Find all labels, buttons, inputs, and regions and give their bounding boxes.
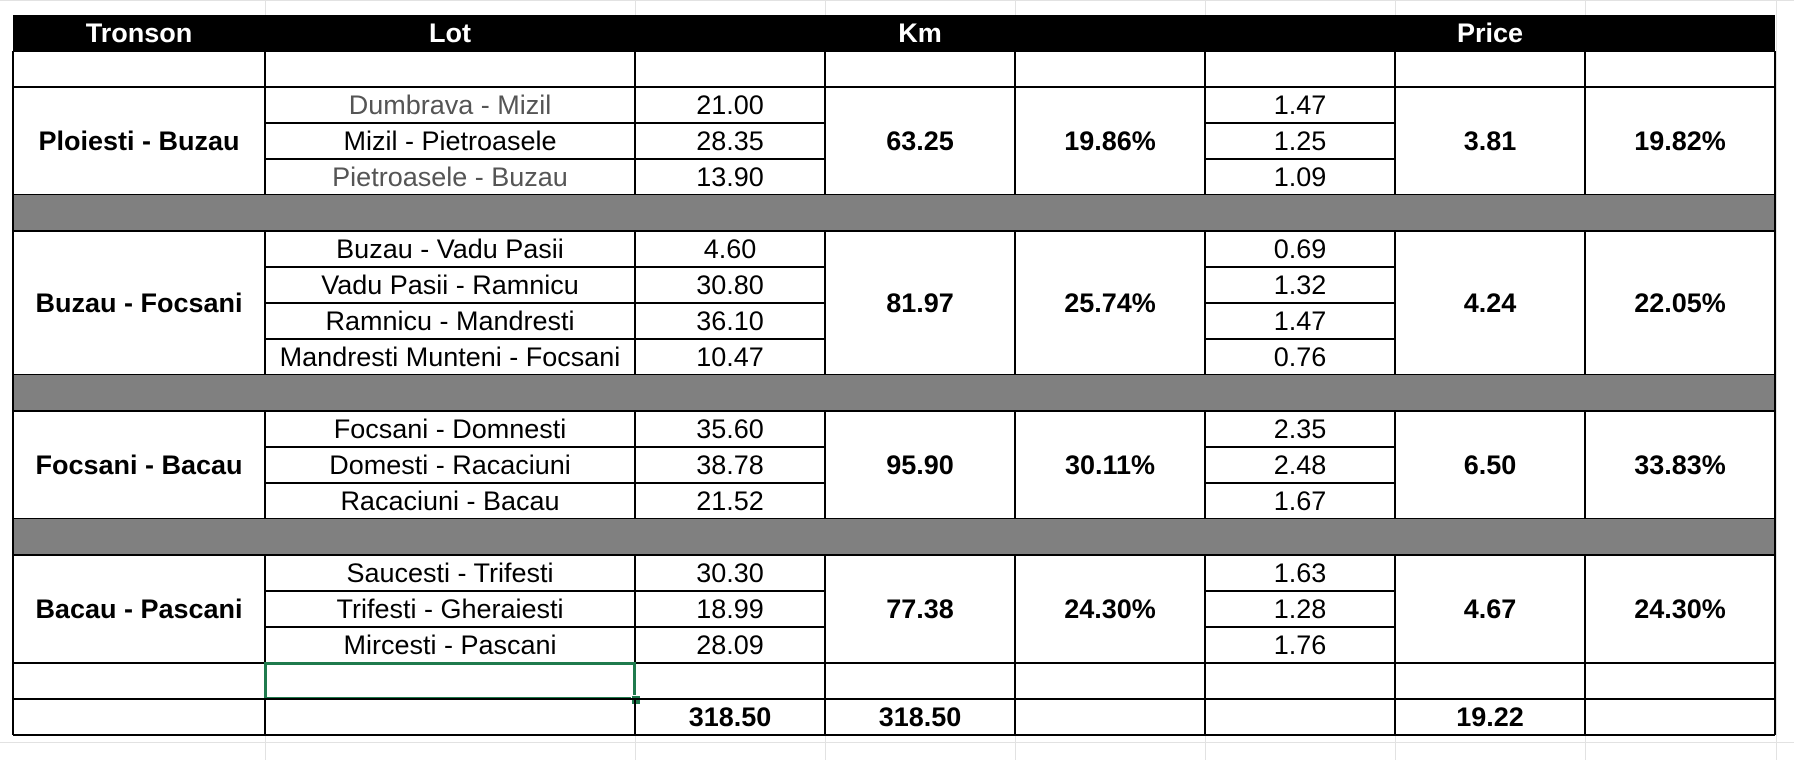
cell-border <box>634 555 636 663</box>
header-tronson[interactable]: Tronson <box>85 17 193 48</box>
lot-name-cell[interactable]: Mizil - Pietroasele <box>343 125 557 156</box>
selected-cell[interactable] <box>264 662 636 700</box>
lot-km-cell[interactable]: 28.35 <box>696 125 764 156</box>
cell-border <box>1204 663 1206 699</box>
lot-price-cell[interactable]: 1.63 <box>1273 557 1327 588</box>
tronson-cell[interactable]: Ploiesti - Buzau <box>38 125 240 156</box>
cell-border <box>264 411 266 519</box>
cell-border <box>1205 302 1395 304</box>
cell-border <box>1584 555 1586 663</box>
cell-border <box>1205 446 1395 448</box>
header-row <box>13 15 1775 51</box>
cell-border <box>634 699 636 735</box>
lot-price-cell[interactable]: 2.35 <box>1273 413 1327 444</box>
km-percent-cell[interactable]: 24.30% <box>1064 593 1156 624</box>
cell-border <box>824 411 826 519</box>
cell-border <box>1774 195 1776 231</box>
cell-border <box>264 555 266 663</box>
price-percent-cell[interactable]: 19.82% <box>1634 125 1726 156</box>
cell-border <box>1205 338 1395 340</box>
price-total-cell[interactable]: 4.67 <box>1463 593 1517 624</box>
cell-border <box>12 699 14 735</box>
lot-km-cell[interactable]: 35.60 <box>696 413 764 444</box>
cell-border <box>1774 231 1776 375</box>
cell-border <box>1394 231 1396 375</box>
cell-border <box>265 302 825 304</box>
cell-border <box>13 50 1775 52</box>
cell-border <box>1394 663 1396 699</box>
lot-km-cell[interactable]: 30.30 <box>696 557 764 588</box>
cell-border <box>12 87 14 195</box>
header-lot[interactable]: Lot <box>429 17 471 48</box>
lot-price-cell[interactable]: 1.67 <box>1273 485 1327 516</box>
cell-border <box>265 158 825 160</box>
cell-border <box>1774 411 1776 519</box>
cell-border <box>1205 122 1395 124</box>
separator-row <box>13 195 1775 231</box>
cell-border <box>1584 87 1586 195</box>
lot-price-cell[interactable]: 1.32 <box>1273 269 1327 300</box>
lot-name-cell[interactable]: Focsani - Domnesti <box>333 413 567 444</box>
lot-name-cell[interactable]: Ramnicu - Mandresti <box>325 305 575 336</box>
header-price[interactable]: Price <box>1456 17 1524 48</box>
cell-border <box>1774 699 1776 735</box>
lot-km-cell[interactable]: 36.10 <box>696 305 764 336</box>
cell-border <box>1394 51 1396 87</box>
cell-border <box>1584 411 1586 519</box>
cell-border <box>12 411 14 519</box>
km-total-cell[interactable]: 81.97 <box>886 287 954 318</box>
lot-price-cell[interactable]: 1.47 <box>1273 89 1327 120</box>
cell-border <box>1205 266 1395 268</box>
cell-border <box>265 266 825 268</box>
km-total-cell[interactable]: 95.90 <box>886 449 954 480</box>
cell-border <box>1204 87 1206 195</box>
cell-border <box>265 590 825 592</box>
lot-name-cell[interactable]: Mircesti - Pascani <box>343 629 557 660</box>
cell-border <box>1204 231 1206 375</box>
lot-price-cell[interactable]: 0.76 <box>1273 341 1327 372</box>
separator-row <box>13 375 1775 411</box>
price-total-cell[interactable]: 6.50 <box>1463 449 1517 480</box>
tronson-cell[interactable]: Buzau - Focsani <box>35 287 243 318</box>
header-km[interactable]: Km <box>898 17 942 48</box>
lot-price-cell[interactable]: 1.28 <box>1273 593 1327 624</box>
lot-name-cell[interactable]: Pietroasele - Buzau <box>332 161 568 192</box>
cell-border <box>1774 87 1776 195</box>
total-km-cell[interactable]: 318.50 <box>878 701 962 732</box>
cell-border <box>1204 555 1206 663</box>
lot-name-cell[interactable]: Saucesti - Trifesti <box>346 557 554 588</box>
total-price-cell[interactable]: 19.22 <box>1456 701 1524 732</box>
spreadsheet-table <box>13 15 1775 741</box>
cell-border <box>12 195 14 231</box>
cell-border <box>1394 87 1396 195</box>
cell-border <box>1584 51 1586 87</box>
cell-border <box>1014 231 1016 375</box>
cell-border <box>264 231 266 375</box>
lot-price-cell[interactable]: 0.69 <box>1273 233 1327 264</box>
lot-price-cell[interactable]: 1.25 <box>1273 125 1327 156</box>
cell-border <box>1204 51 1206 87</box>
cell-border <box>265 122 825 124</box>
lot-km-cell[interactable]: 18.99 <box>696 593 764 624</box>
lot-km-cell[interactable]: 10.47 <box>696 341 764 372</box>
cell-border <box>265 626 825 628</box>
lot-km-cell[interactable]: 38.78 <box>696 449 764 480</box>
cell-border <box>824 555 826 663</box>
separator-row <box>13 519 1775 555</box>
km-percent-cell[interactable]: 30.11% <box>1064 449 1156 480</box>
cell-border <box>1774 519 1776 555</box>
price-percent-cell[interactable]: 33.83% <box>1634 449 1726 480</box>
lot-name-cell[interactable]: Domesti - Racaciuni <box>329 449 571 480</box>
cell-border <box>1774 375 1776 411</box>
lot-name-cell[interactable]: Racaciuni - Bacau <box>340 485 560 516</box>
cell-border <box>12 231 14 375</box>
cell-border <box>824 663 826 699</box>
cell-border <box>13 734 1775 736</box>
cell-border <box>634 231 636 375</box>
price-percent-cell[interactable]: 22.05% <box>1634 287 1726 318</box>
cell-border <box>12 519 14 555</box>
cell-border <box>1014 663 1016 699</box>
lot-name-cell[interactable]: Dumbrava - Mizil <box>348 89 552 120</box>
cell-border <box>634 411 636 519</box>
cell-border <box>1014 699 1016 735</box>
cell-border <box>1774 555 1776 663</box>
cell-border <box>1205 482 1395 484</box>
cell-border <box>1014 411 1016 519</box>
cell-border <box>1394 555 1396 663</box>
cell-border <box>1204 411 1206 519</box>
cell-border <box>824 231 826 375</box>
cell-border <box>1584 699 1586 735</box>
tronson-cell[interactable]: Focsani - Bacau <box>35 449 243 480</box>
cell-border <box>1394 699 1396 735</box>
lot-name-cell[interactable]: Buzau - Vadu Pasii <box>336 233 564 264</box>
lot-km-cell[interactable]: 21.52 <box>696 485 764 516</box>
cell-border <box>1394 411 1396 519</box>
price-percent-cell[interactable]: 24.30% <box>1634 593 1726 624</box>
lot-price-cell[interactable]: 1.76 <box>1273 629 1327 660</box>
lot-name-cell[interactable]: Mandresti Munteni - Focsani <box>279 341 621 372</box>
cell-border <box>12 555 14 663</box>
lot-name-cell[interactable]: Trifesti - Gheraiesti <box>336 593 564 624</box>
cell-border <box>1205 158 1395 160</box>
cell-border <box>265 338 825 340</box>
lot-km-cell[interactable]: 30.80 <box>696 269 764 300</box>
total-km-lots-cell[interactable]: 318.50 <box>688 701 772 732</box>
cell-border <box>264 51 266 87</box>
km-percent-cell[interactable]: 19.86% <box>1064 125 1156 156</box>
cell-border <box>1014 87 1016 195</box>
cell-border <box>265 482 825 484</box>
cell-border <box>12 375 14 411</box>
cell-border <box>1204 699 1206 735</box>
km-total-cell[interactable]: 63.25 <box>886 125 954 156</box>
cell-border <box>1014 51 1016 87</box>
cell-border <box>824 87 826 195</box>
lot-name-cell[interactable]: Vadu Pasii - Ramnicu <box>321 269 579 300</box>
cell-border <box>634 51 636 87</box>
cell-border <box>1014 555 1016 663</box>
cell-border <box>824 51 826 87</box>
cell-border <box>1205 590 1395 592</box>
cell-border <box>12 663 14 699</box>
tronson-cell[interactable]: Bacau - Pascani <box>35 593 243 624</box>
cell-border <box>634 87 636 195</box>
cell-border <box>264 87 266 195</box>
lot-km-cell[interactable]: 4.60 <box>703 233 757 264</box>
cell-border <box>824 699 826 735</box>
cell-border <box>265 446 825 448</box>
price-total-cell[interactable]: 4.24 <box>1463 287 1517 318</box>
lot-km-cell[interactable]: 13.90 <box>696 161 764 192</box>
lot-price-cell[interactable]: 1.47 <box>1273 305 1327 336</box>
km-total-cell[interactable]: 77.38 <box>886 593 954 624</box>
cell-border <box>264 699 266 735</box>
cell-border <box>1774 51 1776 87</box>
cell-border <box>1774 663 1776 699</box>
cell-border <box>12 51 14 87</box>
cell-border <box>1584 663 1586 699</box>
lot-price-cell[interactable]: 2.48 <box>1273 449 1327 480</box>
lot-km-cell[interactable]: 21.00 <box>696 89 764 120</box>
lot-km-cell[interactable]: 28.09 <box>696 629 764 660</box>
cell-border <box>1205 626 1395 628</box>
km-percent-cell[interactable]: 25.74% <box>1064 287 1156 318</box>
cell-border <box>1584 231 1586 375</box>
price-total-cell[interactable]: 3.81 <box>1463 125 1517 156</box>
lot-price-cell[interactable]: 1.09 <box>1273 161 1327 192</box>
